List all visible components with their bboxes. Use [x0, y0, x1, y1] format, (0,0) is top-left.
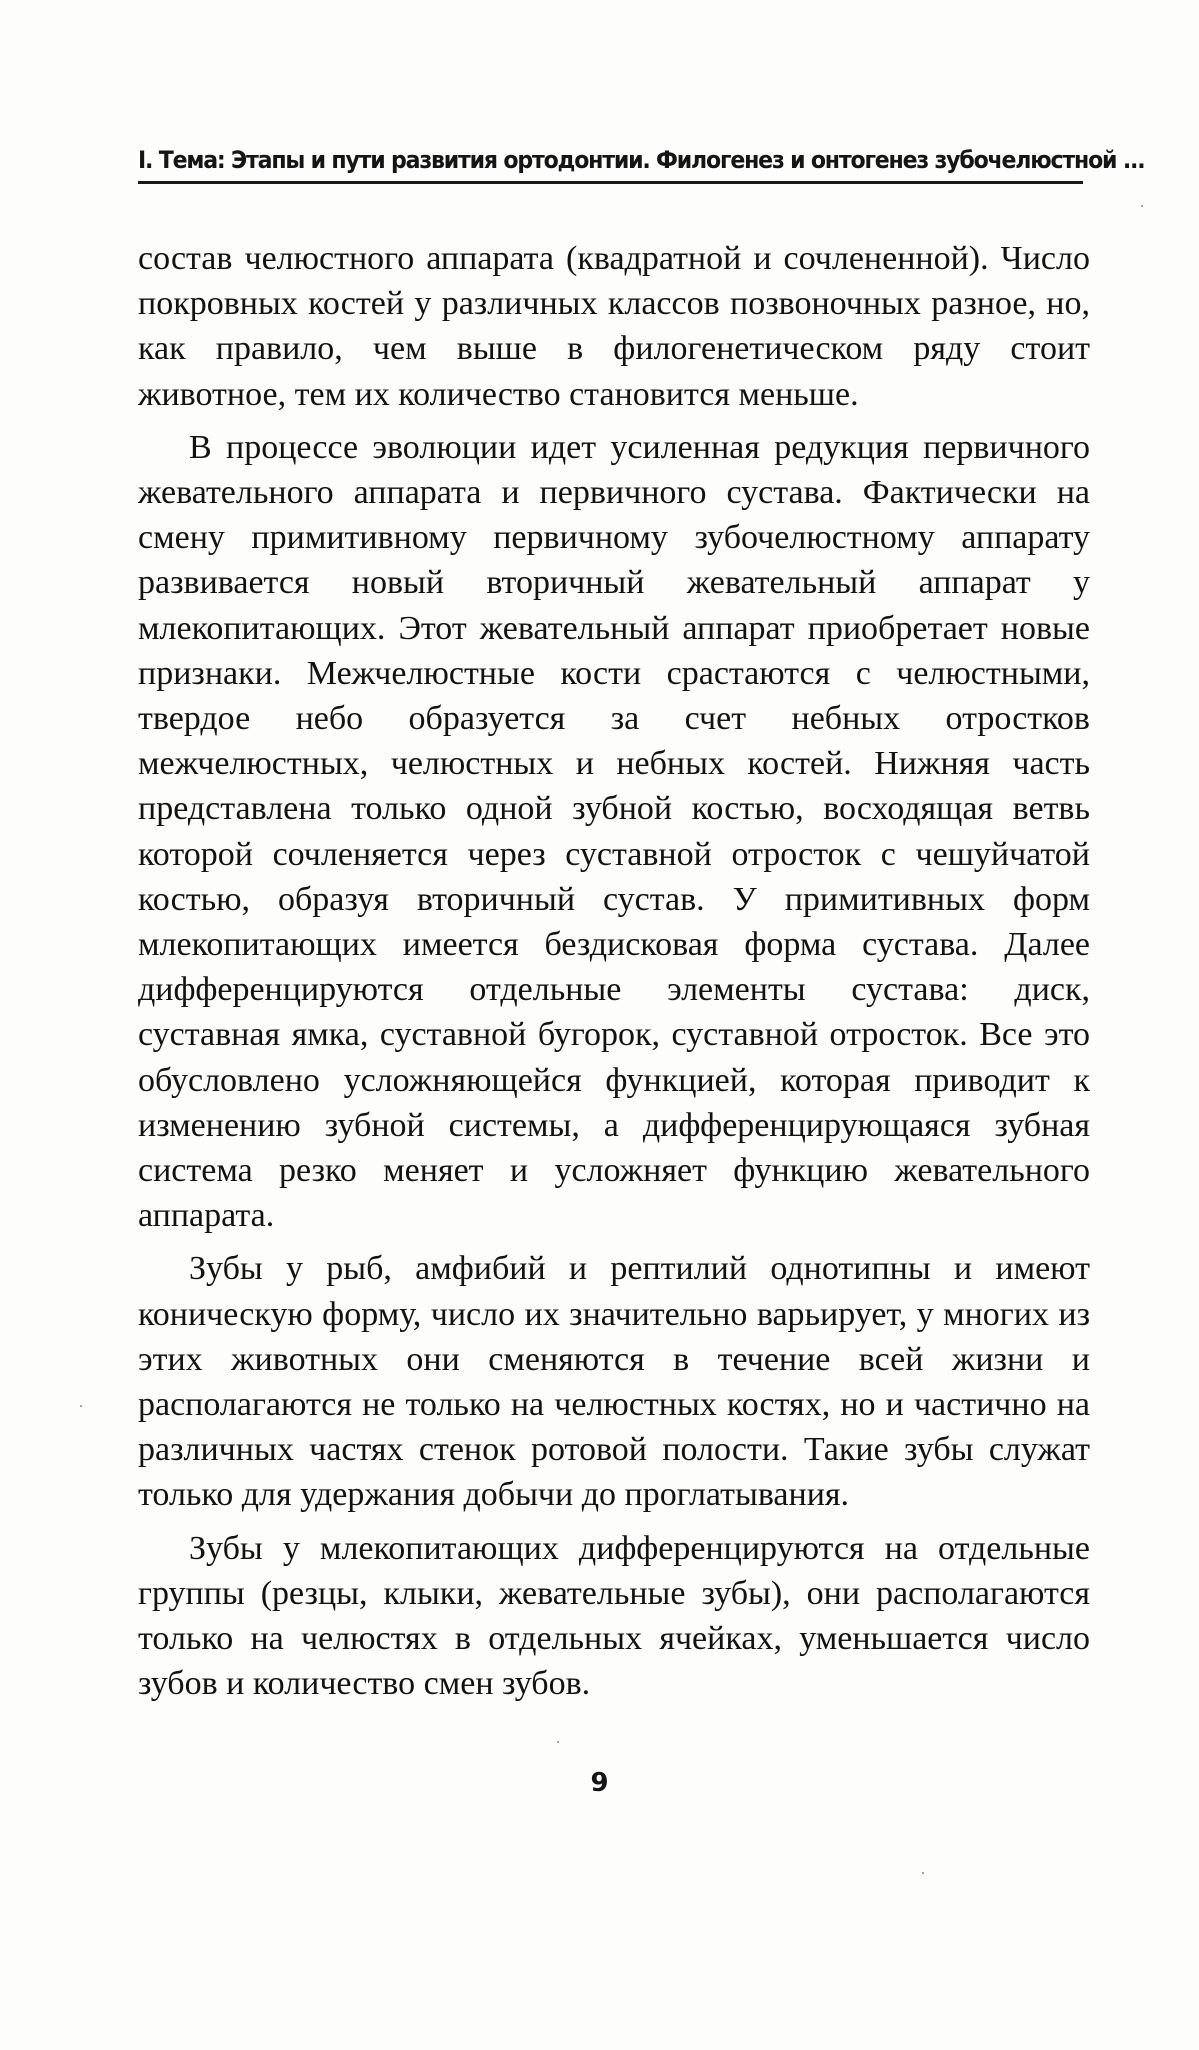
paragraph: Зубы у рыб, амфибий и рептилий однотипны и имеют коническую форму, число их значительно варьирует, у многих из этих животных они сменяются в течение всей жизни и располагаются не только на челюстных костях, но и частично на различных частях стенок ротовой полости. Такие зубы служат только для удержания добычи до проглатывания.: [138, 1250, 1090, 1514]
paragraph-continuation: состав челюстного аппарата (квадратной и сочлененной). Число покровных костей у различных классов позвоночных разное, но, как правило, чем выше в филогенетическом ряду стоит животное, тем их количество становится меньше.: [138, 240, 1090, 413]
scan-speck: [557, 1741, 559, 1743]
scan-speck: [1141, 205, 1143, 207]
paragraph: Зубы у млекопитающих дифференцируются на отдельные группы (резцы, клыки, жевательные зубы), они располагаются только на челюстях в отдельных ячейках, уменьшается число зубов и количество смен зубов.: [138, 1529, 1090, 1703]
scan-speck: [80, 1405, 82, 1407]
header-rule: [138, 181, 1083, 184]
page-number: 9: [590, 1768, 609, 1798]
scan-speck: [922, 1872, 924, 1874]
paragraph: В процессе эволюции идет усиленная редукция первичного жевательного аппарата и первичного сустава. Фактически на смену примитивному первичному зубочелюстному аппарату развивается новый вторичный жевательный аппарат у млекопитающих. Этот жевательный аппарат приобретает новые признаки. Межчелюстные кости срастаются с челюстными, твердое небо образуется за счет небных отростков межчелюстных, челюстных и небных костей. Нижняя часть представлена только одной зубной костью, восходящая ветвь которой сочленяется через суставной отросток с чешуйчатой костью, образуя вторичный сустав. У примитивных форм млекопитающих имеется бездисковая форма сустава. Далее дифференцируются отдельные элементы сустава: диск, суставная ямка, суставной бугорок, суставной отросток. Все это обусловлено усложняющейся функцией, которая приводит к изменению зубной системы, а дифференцирующаяся зубная система резко меняет и усложняет функцию жевательного аппарата.: [138, 428, 1090, 1235]
running-header: I. Тема: Этапы и пути развития ортодонтии. Филогенез и онтогенез зубочелюстной ...: [138, 146, 1145, 174]
body-text: [138, 236, 1090, 1707]
